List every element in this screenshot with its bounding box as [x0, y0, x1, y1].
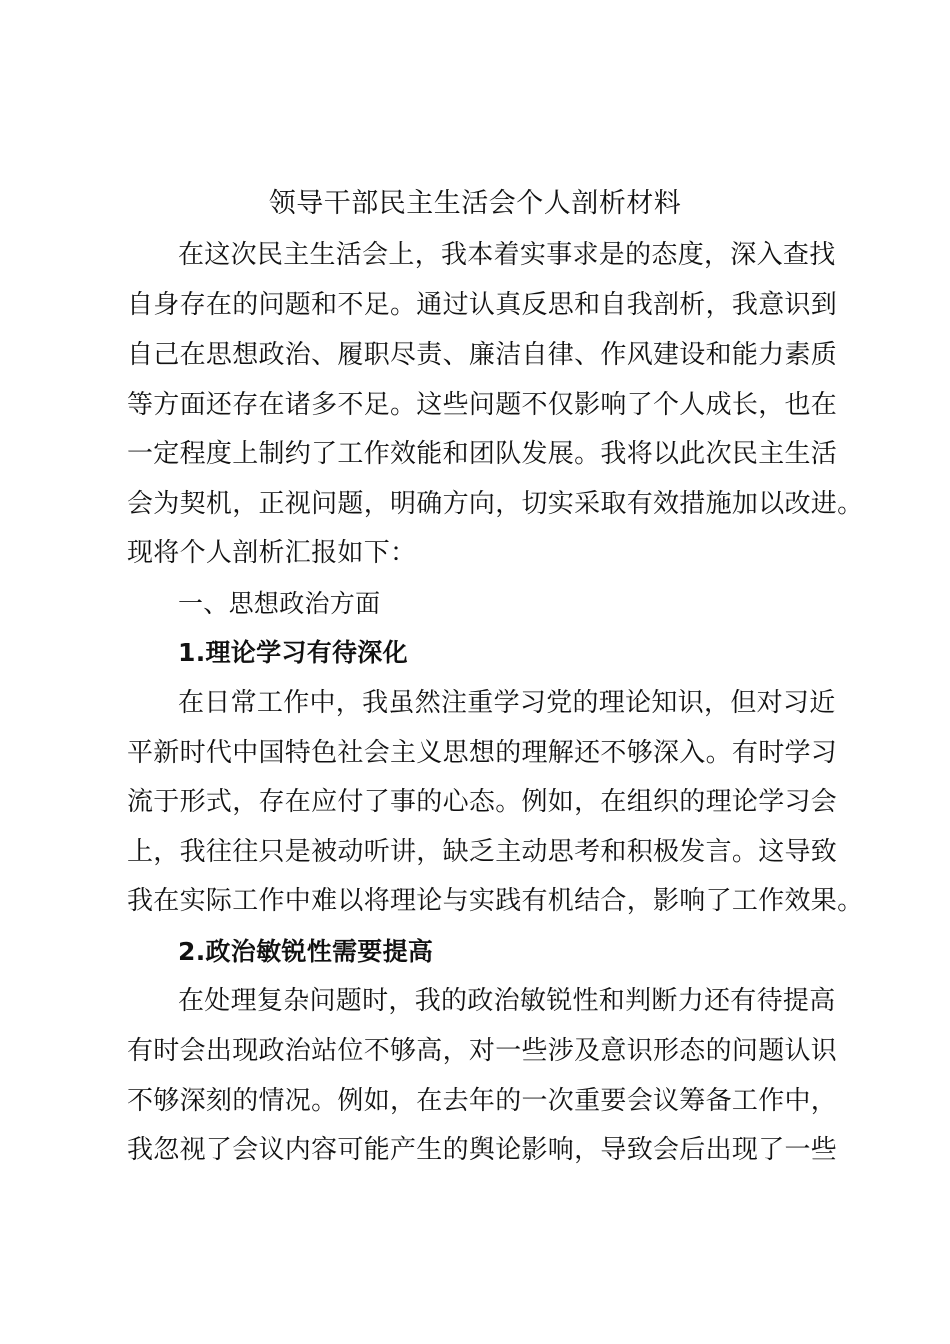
paragraph-line: 平新时代中国特色社会主义思想的理解还不够深入。有时学习 [127, 738, 838, 768]
paragraph-line: 在处理复杂问题时，我的政治敏锐性和判断力还有待提高 [178, 986, 836, 1016]
paragraph-line: 自己在思想政治、履职尽责、廉洁自律、作风建设和能力素质 [127, 340, 838, 370]
paragraph-line: 一定程度上制约了工作效能和团队发展。我将以此次民主生活 [127, 439, 838, 469]
paragraph-line: 现将个人剖析汇报如下： [127, 538, 417, 568]
paragraph-line: 在日常工作中，我虽然注重学习党的理论知识，但对习近 [178, 688, 836, 718]
paragraph-line: 我忽视了会议内容可能产生的舆论影响，导致会后出现了一些 [127, 1135, 838, 1165]
paragraph-line: 上，我往往只是被动听讲，缺乏主动思考和积极发言。这导致 [127, 837, 838, 867]
paragraph-line: 流于形式，存在应付了事的心态。例如，在组织的理论学习会 [127, 787, 838, 817]
subsection-heading: 1.理论学习有待深化 [178, 638, 408, 667]
paragraph-line: 我在实际工作中难以将理论与实践有机结合，影响了工作效果。 [127, 886, 864, 916]
document-title: 领导干部民主生活会个人剖析材料 [268, 188, 682, 219]
section-heading: 一、思想政治方面 [178, 589, 381, 618]
paragraph-line: 自身存在的问题和不足。通过认真反思和自我剖析，我意识到 [127, 290, 838, 320]
paragraph-line: 会为契机，正视问题，明确方向，切实采取有效措施加以改进。 [127, 489, 864, 519]
paragraph-line: 在这次民主生活会上，我本着实事求是的态度，深入查找 [178, 240, 836, 270]
subsection-heading: 2.政治敏锐性需要提高 [178, 937, 434, 966]
paragraph-line: 等方面还存在诸多不足。这些问题不仅影响了个人成长，也在 [127, 390, 838, 420]
paragraph-line: 有时会出现政治站位不够高，对一些涉及意识形态的问题认识 [127, 1036, 838, 1066]
paragraph-line: 不够深刻的情况。例如，在去年的一次重要会议筹备工作中， [127, 1086, 838, 1116]
